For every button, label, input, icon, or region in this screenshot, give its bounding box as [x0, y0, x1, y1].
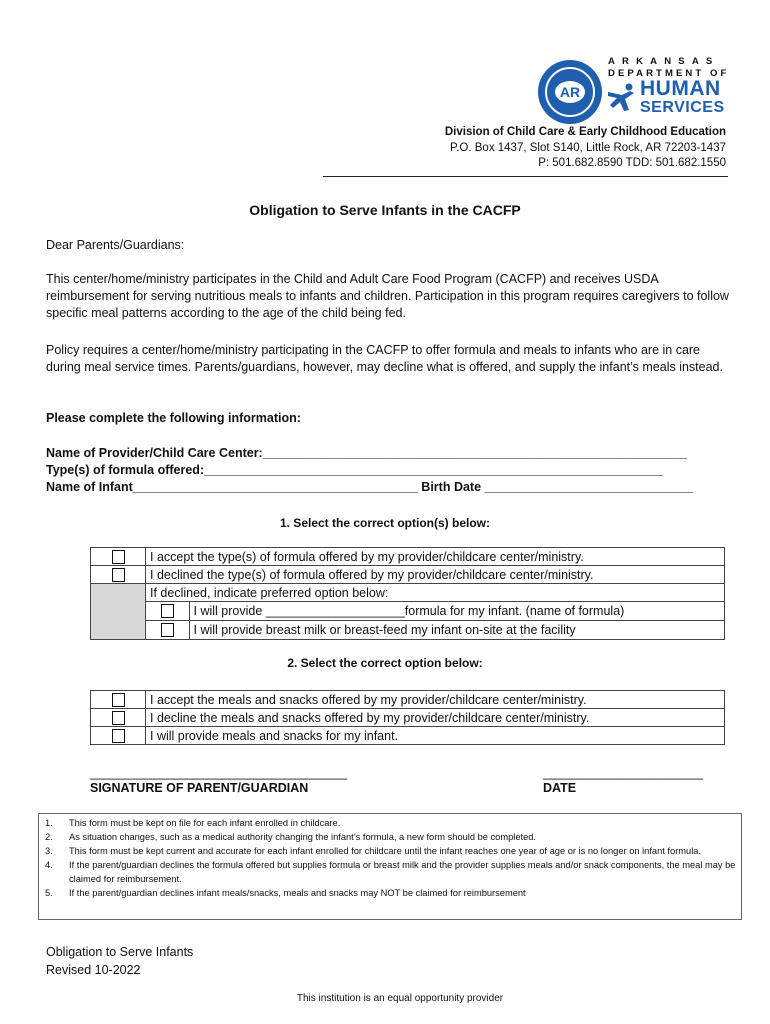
checkbox-accept-formula[interactable] [112, 550, 125, 564]
table-row [91, 621, 725, 640]
list-item: 3. This form must be kept current and accurate for each infant enrolled for childcare until the infant reaches one year of age or is no longer on infant formula. [45, 846, 702, 856]
section-2-heading: 2. Select the correct option below: [287, 656, 483, 670]
checkbox-provide-meals[interactable] [112, 729, 125, 743]
option-label: I accept the meals and snacks offered by my provider/childcare center/ministry. [146, 691, 725, 709]
policy-paragraph: Policy requires a center/home/ministry participating in the CACFP to offer formula and meals to infants who are in care during meal service times. Parents/guardians, however, may decline what is offered, and supply the infant’s meals instead. [46, 343, 723, 374]
checkbox-breast-milk[interactable] [161, 623, 174, 637]
option-label: I will provide meals and snacks for my infant. [146, 727, 725, 745]
section-1-heading: 1. Select the correct option(s) below: [279, 516, 491, 530]
option-label: I decline the meals and snacks offered by my provider/childcare center/ministry. [146, 709, 725, 727]
table-row [91, 691, 725, 709]
header-divider [323, 176, 728, 177]
phone-numbers: P: 501.682.8590 TDD: 501.682.1550 [538, 157, 726, 169]
provider-name-field[interactable]: Name of Provider/Child Care Center:_____________________________________________________________ [46, 446, 687, 460]
checkbox-decline-meals[interactable] [112, 711, 125, 725]
person-figure-icon [606, 82, 638, 114]
document-title: Obligation to Serve Infants in the CACFP [249, 202, 521, 218]
signature-line[interactable]: _____________________________________ [90, 766, 348, 780]
revision-date: Revised 10-2022 [46, 963, 141, 977]
sub-option-label: I will provide breast milk or breast-feed my infant on-site at the facility [193, 623, 576, 637]
table-row [91, 584, 725, 602]
shaded-cell [91, 584, 146, 640]
infant-name-birthdate-field[interactable]: Name of Infant_________________________________________ Birth Date ______________________________ [46, 480, 694, 494]
arkansas-seal-logo [538, 60, 602, 124]
logo-services-text: SERVICES [640, 99, 725, 116]
date-label: DATE [543, 781, 577, 795]
notes-box [38, 813, 742, 920]
checkbox-decline-formula[interactable] [112, 568, 125, 582]
formula-type-field[interactable]: Type(s) of formula offered:__________________________________________________________________ [46, 463, 663, 477]
list-item: 2. As situation changes, such as a medical authority changing the infant’s formula, a new form should be completed. [45, 832, 537, 842]
option-label: I declined the type(s) of formula offered by my provider/childcare center/ministry. [146, 566, 725, 584]
table-row [91, 566, 725, 584]
formula-options-table [90, 547, 725, 640]
sub-option-label: I will provide ____________________formula for my infant. (name of formula) [193, 604, 625, 618]
instruction-text: Please complete the following information: [46, 411, 301, 425]
table-row [91, 548, 725, 566]
signature-label: SIGNATURE OF PARENT/GUARDIAN [90, 781, 309, 795]
date-line[interactable]: _______________________ [543, 766, 703, 780]
checkbox-accept-meals[interactable] [112, 693, 125, 707]
intro-paragraph: This center/home/ministry participates in the Child and Adult Care Food Program (CACFP) and receives USDA reimbursement for serving nutritious meals to infants and children. Participation in this program requires caregivers to follow specific meal patterns according to the age of the child being fed. [46, 272, 729, 320]
logo-department-text: DEPARTMENT OF [608, 68, 730, 79]
option-label: I accept the type(s) of formula offered by my provider/childcare center/ministry. [146, 548, 725, 566]
list-item: 5. If the parent/guardian declines infant meals/snacks, meals and snacks may NOT be claimed for reimbursement [45, 888, 526, 898]
greeting: Dear Parents/Guardians: [46, 238, 185, 252]
list-item: 4. If the parent/guardian declines the formula offered but supplies formula or breast milk and the provider supplies meals and/or snack components, the meal may be claimed for reimbursement. [45, 860, 736, 884]
list-item: 1. This form must be kept on file for each infant enrolled in childcare. [45, 818, 341, 828]
seal-text: AR [555, 81, 585, 103]
checkbox-provide-formula[interactable] [161, 604, 174, 618]
division-name: Division of Child Care & Early Childhood Education [444, 126, 726, 138]
meals-options-table [90, 690, 725, 745]
equal-opportunity-statement: This institution is an equal opportunity provider [296, 993, 504, 1004]
table-row [91, 709, 725, 727]
form-name: Obligation to Serve Infants [46, 945, 194, 959]
if-declined-label: If declined, indicate preferred option below: [146, 584, 725, 602]
mailing-address: P.O. Box 1437, Slot S140, Little Rock, AR 72203-1437 [450, 142, 726, 154]
logo-human-text: HUMAN [640, 77, 721, 100]
table-row [91, 727, 725, 745]
table-row [91, 602, 725, 621]
logo-state-text: ARKANSAS [608, 56, 720, 67]
